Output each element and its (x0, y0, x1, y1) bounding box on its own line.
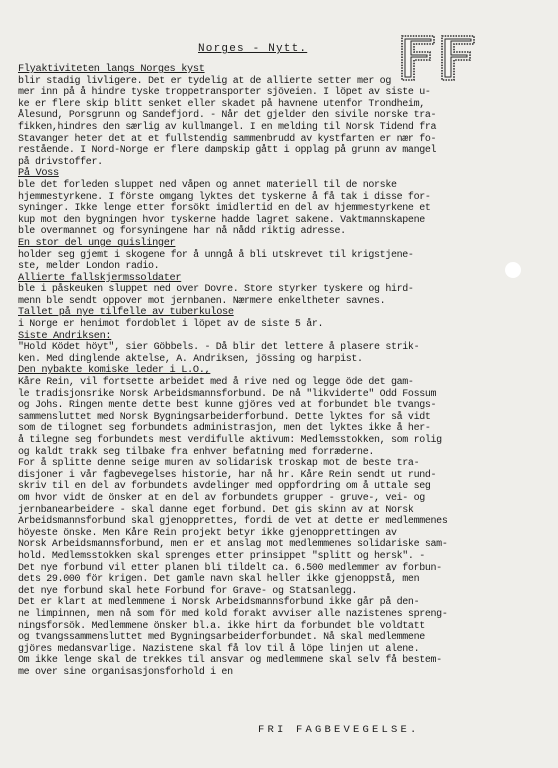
text-line: For å splitte denne seige muren av solidarisk troskap mot de beste tra- (18, 458, 420, 470)
section-quislinger (18, 238, 542, 273)
text-line: og tvangssammensluttet med Bygningsarbeiderforbundet. Nå skal medlemmene (18, 632, 425, 644)
text-line: Arbeidsmannsforbund skal gjenopprettes, fordi de vet at dette er medlemmenes (18, 516, 448, 528)
text-line: å tilegne seg forbundets mest verdifulle aktivum: Medlemsstokken, som rolig (18, 435, 442, 446)
section-heading: Flyaktiviteten langs Norges kyst (18, 63, 205, 75)
text-line: dets 29.000 för krigen. Det gamle navn skal heller ikke gjenoppstå, men (18, 574, 420, 586)
footer-signature: FRI FAGBEVEGELSE. (258, 724, 420, 736)
section-heading: Allierte fallskjermssoldater (18, 271, 182, 284)
text-line: restående. I Nord-Norge er flere dampskip gått i opplag på grunn av mangel (18, 145, 437, 157)
text-line: ken. Med dinglende aktelse, A. Andriksen, jössing og harpist. (18, 353, 363, 365)
text-line: menn ble sendt oppover mot jernbanen. Nærmere enkeltheter savnes. (18, 295, 386, 307)
text-line: le tradisjonsrike Norsk Arbeidsmannsforbund. De nå "likviderte" Odd Fossum (18, 388, 437, 400)
text-line: ningsforsök. Medlemmene önsker bl.a. ikke hirt da forbundet ble voldtatt (18, 620, 425, 632)
text-line: disjoner i vår fagbevegelses historie, har nå hr. Kåre Rein sendt ut rund- (18, 469, 437, 481)
section-heading: En stor del unge quislinger (18, 236, 176, 249)
text-line: höyeste önske. Men Kåre Rein projekt betyr ikke gjenopprettingen av (18, 527, 397, 539)
text-line: og kaldt trakk seg tilbake fra enhver befatning med forræderne. (18, 446, 375, 458)
section-voss (18, 168, 542, 238)
text-line: hold. Medlemsstokken skal sprenges etter prinsippet "splitt og hersk". - (18, 550, 425, 562)
text-line: fikken,hindres den særlig av kullmangel. I en melding til Norsk Tidend fra (18, 121, 437, 133)
text-line: og Johs. Ringen mente dette best kunne gjöres ved at forbundet ble tvangs- (18, 400, 437, 412)
text-line: om hvor vidt de önsker at en del av forbundets grupper - gruve-, vei- og (18, 492, 425, 504)
article-body (18, 38, 542, 678)
text-line: syninger. Ikke lenge etter forsökt imidlertid en del av hjemmestyrkene et (18, 203, 431, 215)
text-line: som de tilognet seg forbundets administrasjon, men det lyktes ikke å her- (18, 423, 431, 435)
section-heading: Siste Andriksen: (18, 329, 112, 342)
text-line: ne limpinnen, men nå som för med kold forakt avviser alle nazistenes spreng- (18, 608, 448, 620)
text-line: Ålesund, Porsgrunn og Sandefjord. - Når det gjelder den sivile norske tra- (18, 110, 437, 122)
section-tuberkulose (18, 307, 542, 330)
text-line: det nye forbund skal hete Forbund for Grave- og Statsanlegg. (18, 585, 358, 597)
text-line: ble det forleden sluppet ned våpen og annet materiell til de norske (18, 179, 397, 191)
text-line: skriv til en del av forbundets avdelinger med oppfordring om å uttale seg (18, 481, 431, 493)
section-komiske-leder (18, 365, 542, 678)
text-line: ble i påskeuken sluppet ned over Dovre. Store styrker tyskere og hird- (18, 284, 414, 296)
text-line: jernbanearbeidere - skal danne eget forbund. Det gis skinn av at Norsk (18, 504, 414, 516)
section-heading: På Voss (18, 167, 59, 180)
text-line: "Hold Ködet höyt", sier Göbbels. - Då blir det lettere å plasere strik- (18, 342, 420, 354)
text-line: holder seg gjemt i skogene for å unngå å bli utskrevet til krigstjene- (18, 249, 414, 261)
text-line: ste, melder London radio. (18, 261, 160, 273)
text-line: sammensluttet med Norsk Bygningsarbeiderforbund. Dette lyktes for så vidt (18, 411, 431, 423)
section-heading: Tallet på nye tilfelle av tuberkulose (18, 306, 234, 319)
text-line: ble overmannet og forsyningene har nå nådd riktig adresse. (18, 226, 346, 238)
section-flyaktivitet (18, 64, 542, 168)
text-line: i Norge er henimot fordoblet i löpet av de siste 5 år. (18, 319, 324, 331)
section-andriksen (18, 331, 542, 366)
text-line: Om ikke lenge skal de trekkes til ansvar og medlemmene skal selv få bestem- (18, 655, 442, 667)
text-line: blir stadig livligere. Det er tydelig at de allierte setter mer og (18, 75, 391, 87)
text-line: Stavanger heter det at et fullstendig sammenbrudd av kystfarten er nær fo- (18, 133, 437, 145)
text-line: gjöres medansvarlige. Nazistene skal få lov til å löpe linjen ut alene. (18, 643, 420, 655)
section-heading: Den nybakte komiske leder i L.O., (18, 364, 211, 377)
text-line: kup mot den bygningen hvor tyskerne hadde lagret sakene. Vaktmannskapene (18, 214, 425, 226)
text-line: me over sine organisasjonsforhold i en (18, 666, 233, 678)
text-line: på drivstoffer. (18, 156, 103, 168)
punch-hole (505, 262, 521, 278)
text-line: hjemmestyrkene. I förste omgang lyktes det tyskerne å få tak i disse for- (18, 191, 431, 203)
text-line: Kåre Rein, vil fortsette arbeidet med å rive ned og legge öde det gam- (18, 377, 414, 389)
text-line: Det nye forbund vil etter planen bli tildelt ca. 6.500 medlemmer av forbun- (18, 562, 442, 574)
text-line: Norsk Arbeidsmannsforbund, men er et anslag mot medlemmenes solidariske sam- (18, 539, 448, 551)
page-title: Norges - Nytt. (198, 43, 308, 55)
text-line: ke er flere skip blitt senket eller skadet på havnene utenfor Trondheim, (18, 98, 425, 110)
text-line: Det er klart at medlemmene i Norsk Arbeidsmannsforbund ikke går på den- (18, 597, 420, 609)
section-fallskjerm (18, 273, 542, 308)
text-line: mer inn på å hindre tyske troppetransporter sjöveien. I löpet av siste u- (18, 87, 431, 99)
